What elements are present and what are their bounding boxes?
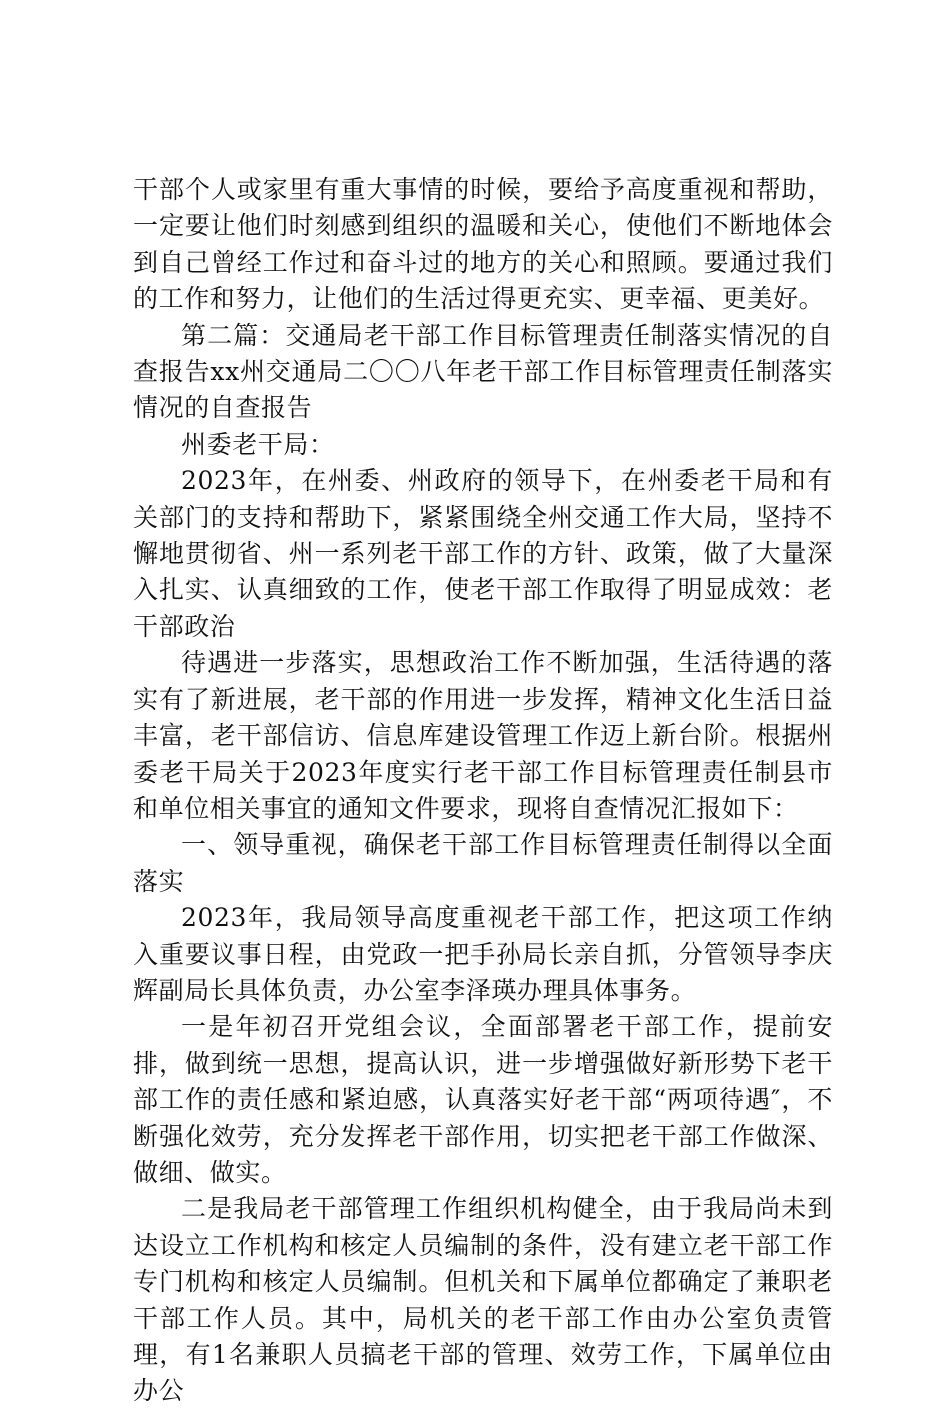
paragraph-point-one: 一是年初召开党组会议，全面部署老干部工作，提前安排，做到统一思想，提高认识，进一步增强做好新形势下老干部工作的责任感和紧迫感，认真落实好老干部“两项待遇″，不断强化效劳，充分发挥老干部作用，切实把老干部工作做深、做细、做实。 (133, 1012, 833, 1187)
paragraph-point-two: 二是我局老干部管理工作组织机构健全，由于我局尚未到达设立工作机构和核定人员编制的条件，没有建立老干部工作专门机构和核定人员编制。但机关和下属单位都确定了兼职老干部工作人员。其中，局机关的老干部工作由办公室负责管理，有1名兼职人员搞老干部的管理、效劳工作，下属单位由办公 (133, 1194, 833, 1406)
paragraph-intro: 2023年，在州委、州政府的领导下，在州委老干局和有关部门的支持和帮助下，紧紧围绕全州交通工作大局，坚持不懈地贯彻省、州一系列老干部工作的方针、政策，做了大量深入扎实、认真细致的工作，使老干部工作取得了明显成效：老干部政治 (133, 466, 833, 641)
paragraph-intro-continued: 待遇进一步落实，思想政治工作不断加强，生活待遇的落实有了新进展，老干部的作用进一步发挥，精神文化生活日益丰富，老干部信访、信息库建设管理工作迈上新台阶。根据州委老干局关于2023年度实行老干部工作目标管理责任制县市和单位相关事宜的通知文件要求，现将自查情况汇报如下： (133, 648, 833, 823)
paragraph-leadership: 2023年，我局领导高度重视老干部工作，把这项工作纳入重要议事日程，由党政一把手孙局长亲自抓，分管领导李庆辉副局长具体负责，办公室李泽瑛办理具体事务。 (133, 903, 833, 1005)
paragraph-heading-one: 一、领导重视，确保老干部工作目标管理责任制得以全面落实 (133, 830, 833, 896)
document-body (133, 172, 833, 1410)
paragraph-salutation: 州委老干局： (181, 429, 335, 459)
paragraph-continuation: 干部个人或家里有重大事情的时候，要给予高度重视和帮助，一定要让他们时刻感到组织的温暖和关心，使他们不断地体会到自己曾经工作过和奋斗过的地方的关心和照顾。要通过我们的工作和努力，让他们的生活过得更充实、更幸福、更美好。 (133, 175, 833, 314)
paragraph-section-title: 第二篇：交通局老干部工作目标管理责任制落实情况的自查报告xx州交通局二〇〇八年老干部工作目标管理责任制落实情况的自查报告 (133, 320, 833, 423)
